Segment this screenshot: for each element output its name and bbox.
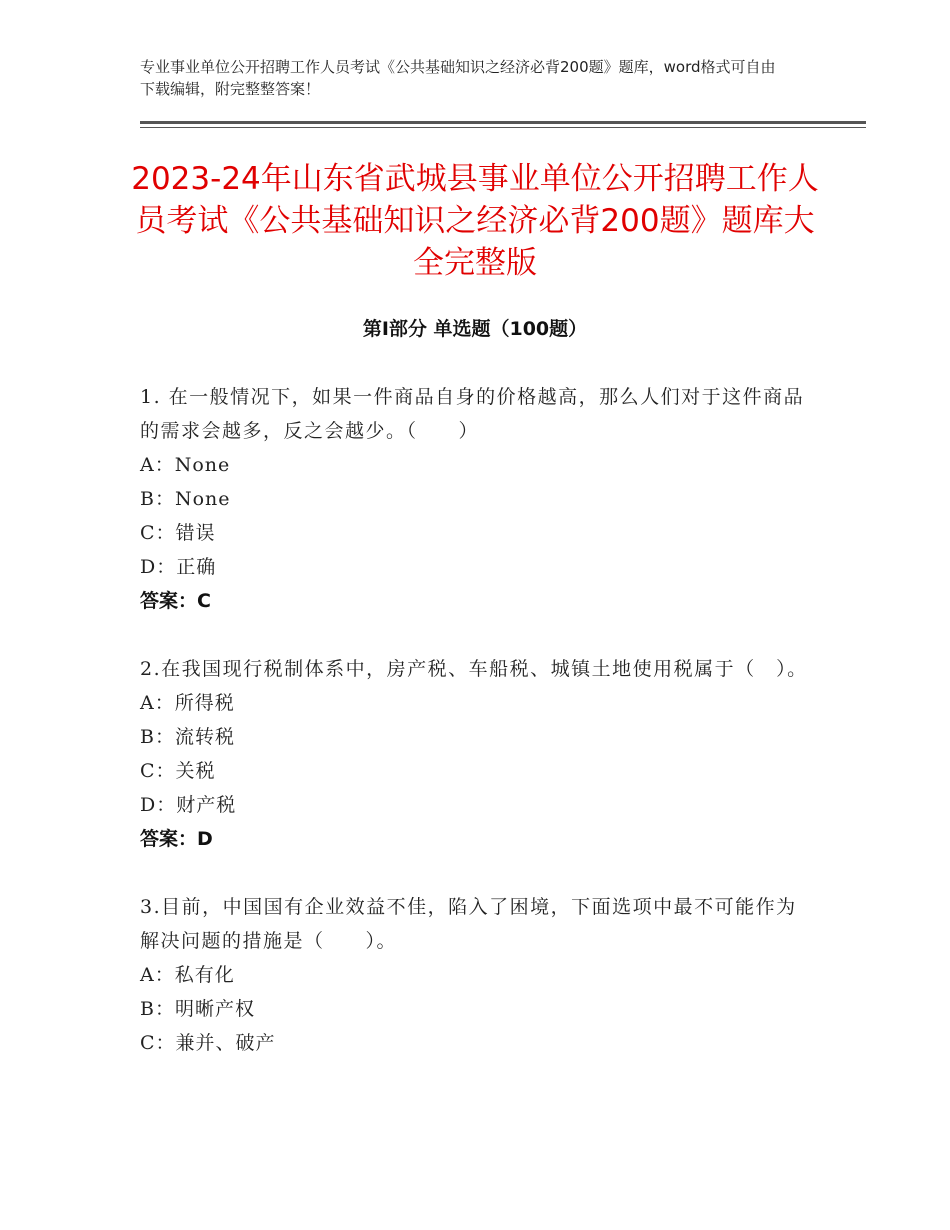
question-text: 2.在我国现行税制体系中，房产税、车船税、城镇土地使用税属于（ ）。 — [140, 658, 808, 680]
answer-label: 答案：D — [140, 828, 213, 850]
option-c: C：兼并、破产 — [140, 1032, 276, 1054]
header-divider-thick — [140, 121, 866, 124]
option-a: A：所得税 — [140, 692, 235, 714]
question-list — [140, 380, 810, 1094]
header-note: 专业事业单位公开招聘工作人员考试《公共基础知识之经济必背200题》题库，word格式可自由下载编辑，附完整整答案！ — [140, 58, 776, 98]
header-divider-thin — [140, 127, 866, 128]
option-a: A：私有化 — [140, 964, 235, 986]
option-d: D：正确 — [140, 556, 217, 578]
option-c: C：错误 — [140, 522, 216, 544]
option-b: B：明晰产权 — [140, 998, 255, 1020]
question-item — [140, 380, 810, 618]
question-item — [140, 890, 810, 1060]
option-b: B：None — [140, 488, 231, 510]
question-text: 1. 在一般情况下，如果一件商品自身的价格越高，那么人们对于这件商品的需求会越多，反之会越少。（ ） — [140, 386, 805, 442]
question-text: 3.目前，中国国有企业效益不佳，陷入了困境，下面选项中最不可能作为解决问题的措施是（ ）。 — [140, 896, 797, 952]
option-b: B：流转税 — [140, 726, 235, 748]
section-heading: 第I部分 单选题（100题） — [362, 318, 588, 340]
document-title: 2023-24年山东省武城县事业单位公开招聘工作人员考试《公共基础知识之经济必背200题》题库大全完整版 — [131, 161, 819, 281]
question-item — [140, 652, 810, 856]
option-d: D：财产税 — [140, 794, 237, 816]
option-c: C：关税 — [140, 760, 216, 782]
option-a: A：None — [140, 454, 231, 476]
answer-label: 答案：C — [140, 590, 211, 612]
